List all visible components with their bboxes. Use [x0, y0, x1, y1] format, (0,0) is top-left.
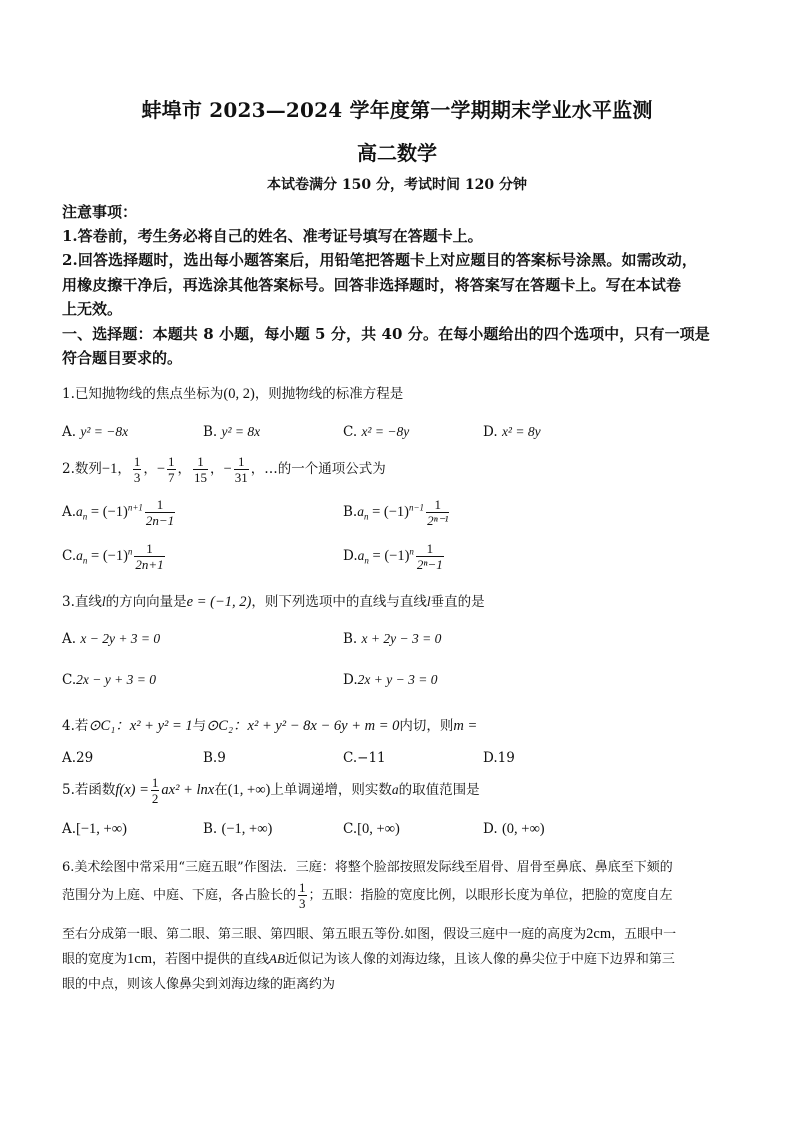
- option-expr: = (−1): [87, 548, 128, 564]
- note-item-2-line1: 2.回答选择题时，选出每小题答案后，用铅笔把答题卡上对应题目的答案标号涂黑。如需改动，: [62, 251, 697, 269]
- option-value: 2x + y − 3 = 0: [357, 672, 438, 687]
- option-label: B.: [343, 504, 358, 520]
- question-2-stem: [62, 454, 386, 485]
- option-value: (−1, +∞): [221, 821, 273, 837]
- q1-stem-start: 1.已知抛物线的焦点坐标为: [62, 386, 224, 402]
- minus-sign: −: [223, 461, 232, 477]
- option-label: D.: [483, 424, 498, 440]
- option-value: 2x − y + 3 = 0: [76, 672, 156, 687]
- option-expr: = (−1): [87, 504, 128, 520]
- separator: ，: [143, 461, 157, 477]
- q5-stem-end: 的取值范围是: [398, 782, 480, 798]
- superscript: n: [409, 546, 414, 557]
- question-6-line3: [62, 923, 676, 943]
- denominator: 2ⁿ⁻¹: [427, 513, 449, 528]
- q4-option-d: D.19: [483, 750, 515, 766]
- option-label: A.: [62, 821, 77, 837]
- question-6-line5: 眼的中点，则该人像鼻尖到刘海边缘的距离约为: [62, 977, 336, 992]
- q3-stem-mid: 的方向向量是: [105, 594, 187, 610]
- denominator: 2ⁿ−1: [416, 557, 443, 572]
- denominator: 3: [133, 470, 141, 485]
- numerator: 1: [145, 497, 175, 513]
- q6-text: ，若图中提供的直线: [151, 952, 269, 967]
- option-label: A.: [62, 631, 77, 647]
- denominator: 2: [151, 791, 159, 806]
- q2-term-4: [193, 454, 208, 485]
- notes-heading: 注意事项：: [62, 203, 138, 221]
- q5-stem-mid2: 上单调递增，则实数: [270, 782, 392, 798]
- q4-option-a: A.29: [62, 750, 94, 766]
- numerator: 1: [234, 454, 249, 470]
- numerator: 1: [151, 775, 159, 790]
- q5-option-c: [343, 821, 400, 838]
- question-6-line2: [62, 880, 673, 911]
- var-a: a: [357, 548, 365, 563]
- line-l: l: [101, 594, 106, 609]
- section-heading-line1: 一、选择题：本题共 8 小题，每小题 5 分，共 40 分。在每小题给出的四个选项中，只有一项是: [62, 325, 710, 343]
- option-value: x + 2y − 3 = 0: [361, 631, 442, 646]
- minus-sign: −: [156, 461, 166, 477]
- q5-option-d: [483, 821, 545, 838]
- subject-title: 高二数学: [357, 141, 437, 165]
- q6-text: 近似记为该人像的刘海边缘，且该人像的鼻尖位于中庭下边界和第三: [284, 952, 675, 967]
- denominator: 15: [194, 470, 208, 485]
- circle-c2: ⊙C₂：: [206, 718, 248, 734]
- q2-option-b: [343, 497, 451, 528]
- option-expr: = (−1): [368, 548, 410, 564]
- q4-option-c: C.−11: [343, 750, 386, 766]
- q6-text: ；五眼：指脸的宽度比例，以眼形长度为单位，把脸的宽度自左: [308, 888, 673, 903]
- superscript: n−1: [408, 502, 425, 513]
- numerator: 1: [416, 541, 444, 557]
- q6-text: 眼的宽度为: [62, 952, 128, 967]
- subscript: n: [364, 555, 369, 566]
- question-4-stem: [62, 714, 477, 735]
- var-a: a: [357, 504, 364, 519]
- subscript: n: [82, 511, 88, 522]
- param-a: a: [391, 782, 399, 797]
- subscript: n: [363, 511, 369, 522]
- q2-term-3: [167, 454, 176, 485]
- section-heading-line2: 符合题目要求的。: [62, 349, 183, 367]
- q1-stem-end: ，则抛物线的标准方程是: [254, 386, 404, 402]
- question-6-line1: 6.美术绘图中常采用“三庭五眼”作图法．三庭：将整个脸部按照发际线至眉骨、眉骨至鼻底、鼻底至下颏的: [62, 860, 673, 875]
- option-fraction: [426, 497, 449, 528]
- q5-stem-start: 5.若函数: [62, 782, 116, 798]
- q3-option-d: [343, 672, 437, 688]
- line-ab: AB: [269, 951, 285, 966]
- denominator: 7: [168, 470, 175, 485]
- q5-fraction: [151, 775, 160, 806]
- option-label: B.: [203, 424, 218, 440]
- function-body: ax² + lnx: [161, 782, 215, 798]
- separator: ，: [210, 461, 224, 477]
- q2-stem-start: 2.数列: [62, 461, 102, 477]
- q2-stem-end: ，…的一个通项公式为: [250, 461, 386, 477]
- numerator: 1: [168, 454, 175, 469]
- superscript: n: [127, 546, 133, 557]
- q6-text: ，五眼中一: [611, 927, 677, 942]
- option-value: [0, +∞): [357, 821, 400, 837]
- q4-unknown: m =: [453, 718, 478, 734]
- option-value: y² = −8x: [80, 424, 129, 439]
- direction-vector: e = (−1, 2): [186, 594, 252, 610]
- q6-measure: 2cm: [586, 926, 612, 942]
- subscript: n: [82, 555, 88, 566]
- q2-option-c: [62, 541, 167, 572]
- denominator: 2n+1: [135, 557, 164, 572]
- numerator: 1: [299, 880, 306, 895]
- q4-stem-mid: 与: [192, 718, 207, 734]
- q6-measure: 1cm: [127, 951, 152, 967]
- q3-option-c: [62, 672, 156, 688]
- denominator: 2n−1: [145, 513, 175, 528]
- q6-fraction: [298, 880, 307, 911]
- q5-interval: (1, +∞): [227, 782, 271, 798]
- option-label: C.: [343, 821, 358, 837]
- q2-term-1: −1: [101, 461, 118, 477]
- line-l: l: [426, 594, 431, 609]
- q4-stem-start: 4.若: [62, 718, 89, 734]
- option-label: C.: [62, 672, 77, 688]
- var-a: a: [76, 504, 83, 519]
- note-item-2-line2: 用橡皮擦干净后，再选涂其他答案标号。回答非选择题时，将答案写在答题卡上。写在本试卷: [62, 276, 682, 294]
- option-value: x² = 8y: [501, 424, 541, 439]
- numerator: 1: [133, 454, 141, 469]
- option-label: D.: [483, 821, 498, 837]
- numerator: 1: [134, 541, 164, 557]
- q5-option-a: [62, 821, 127, 838]
- q3-option-a: [62, 631, 160, 647]
- question-5-stem: [62, 775, 480, 806]
- numerator: 1: [193, 454, 208, 470]
- q1-option-d: [483, 424, 541, 440]
- q1-option-a: [62, 424, 128, 440]
- option-label: B.: [203, 821, 218, 837]
- q4-stem-end: 内切，则: [399, 718, 454, 734]
- circle-c2-equation: x² + y² − 8x − 6y + m = 0: [247, 718, 400, 734]
- option-expr: = (−1): [368, 504, 409, 520]
- option-value: (0, +∞): [501, 821, 545, 837]
- q3-stem-end: 垂直的是: [430, 594, 485, 610]
- option-label: A.: [62, 504, 77, 520]
- option-value: y² = 8x: [221, 424, 261, 439]
- question-1-stem: [62, 382, 403, 403]
- separator: ，: [177, 461, 192, 477]
- q3-option-b: [343, 631, 441, 647]
- superscript: n+1: [127, 502, 143, 513]
- exam-info: 本试卷满分 150 分，考试时间 120 分钟: [267, 177, 527, 193]
- question-3-stem: [62, 590, 485, 611]
- q1-option-b: [203, 424, 260, 440]
- option-value: x − 2y + 3 = 0: [80, 631, 161, 646]
- option-label: B.: [343, 631, 358, 647]
- note-item-2-line3: 上无效。: [62, 300, 123, 318]
- option-label: C.: [62, 548, 77, 564]
- option-fraction: [145, 497, 175, 528]
- q3-stem-start: 3.直线: [62, 594, 102, 610]
- circle-c1: ⊙C₁：: [88, 718, 130, 734]
- option-value: x² = −8y: [361, 424, 410, 439]
- q6-text: 至右分成第一眼、第二眼、第三眼、第四眼、第五眼五等份.如图，假设三庭中一庭的高度为: [62, 927, 587, 942]
- q2-option-a: [62, 497, 177, 528]
- option-fraction: [134, 541, 164, 572]
- q2-option-d: [343, 541, 446, 572]
- denominator: 3: [299, 896, 306, 911]
- exam-title: 蚌埠市 2023—2024 学年度第一学期期末学业水平监测: [141, 98, 653, 122]
- q1-point: (0, 2): [223, 386, 255, 402]
- q3-stem-mid2: ，则下列选项中的直线与直线: [251, 594, 427, 610]
- q5-stem-mid: 在: [214, 782, 228, 798]
- question-6-line4: [62, 948, 675, 968]
- q2-term-5: [234, 454, 249, 485]
- q6-text: 范围分为上庭、中庭、下庭，各占脸长的: [62, 888, 297, 903]
- q4-option-b: B.9: [203, 750, 226, 766]
- option-label: D.: [343, 672, 358, 688]
- function-fx: f(x) =: [115, 782, 149, 798]
- option-label: A.: [62, 424, 77, 440]
- circle-c1-equation: x² + y² = 1: [129, 718, 193, 734]
- option-label: C.: [343, 424, 358, 440]
- var-a: a: [76, 548, 83, 563]
- option-label: D.: [343, 548, 358, 564]
- q5-option-b: [203, 821, 272, 838]
- option-fraction: [416, 541, 444, 572]
- note-item-1: 1.答卷前，考生务必将自己的姓名、准考证号填写在答题卡上。: [62, 227, 483, 245]
- q1-option-c: [343, 424, 409, 440]
- separator: ，: [117, 461, 131, 477]
- option-value: [−1, +∞): [76, 821, 127, 837]
- q2-term-2: [133, 454, 142, 485]
- denominator: 31: [234, 470, 248, 485]
- numerator: 1: [426, 497, 449, 513]
